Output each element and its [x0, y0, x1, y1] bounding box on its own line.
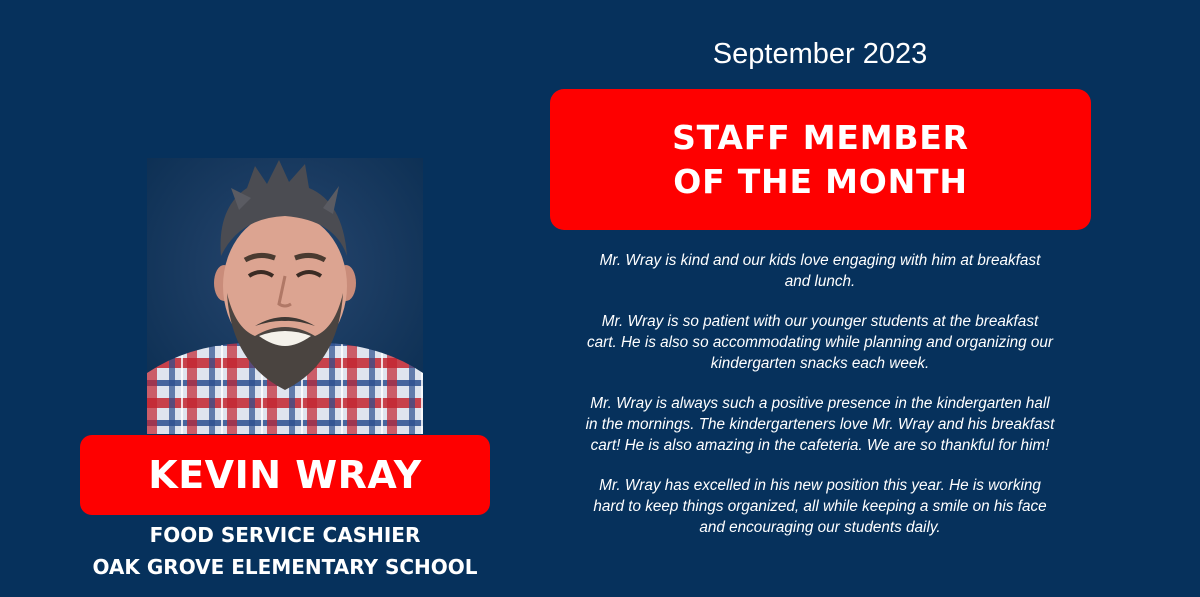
- month-heading: September 2023: [712, 38, 928, 70]
- portrait-illustration: [147, 158, 423, 434]
- testimonial-paragraph: Mr. Wray is kind and our kids love engaging with him at breakfast and lunch.: [599, 252, 1041, 290]
- staff-name: KEVIN WRAY: [148, 453, 422, 497]
- title-line-1: STAFF MEMBER: [672, 117, 969, 157]
- staff-photo: [147, 158, 423, 434]
- testimonial-paragraph: Mr. Wray is so patient with our younger students at the breakfast cart. He is also so accommodating while planning and organizing our kindergarten snacks each week.: [587, 313, 1053, 372]
- title-line-2: OF THE MONTH: [673, 161, 968, 201]
- testimonial-paragraph: Mr. Wray is always such a positive presence in the kindergarten hall in the mornings. The kindergarteners love Mr. Wray and his breakfast cart! He is also amazing in the cafeteria. We are so thankful for him!: [585, 395, 1055, 454]
- staff-school: OAK GROVE ELEMENTARY SCHOOL: [92, 555, 478, 579]
- testimonial-paragraph: Mr. Wray has excelled in his new position this year. He is working hard to keep things organized, all while keeping a smile on his face and encouraging our students daily.: [593, 477, 1047, 536]
- name-banner: [80, 435, 490, 515]
- staff-role: FOOD SERVICE CASHIER: [149, 523, 421, 547]
- testimonial-text: [585, 250, 1055, 557]
- title-banner: [550, 89, 1091, 230]
